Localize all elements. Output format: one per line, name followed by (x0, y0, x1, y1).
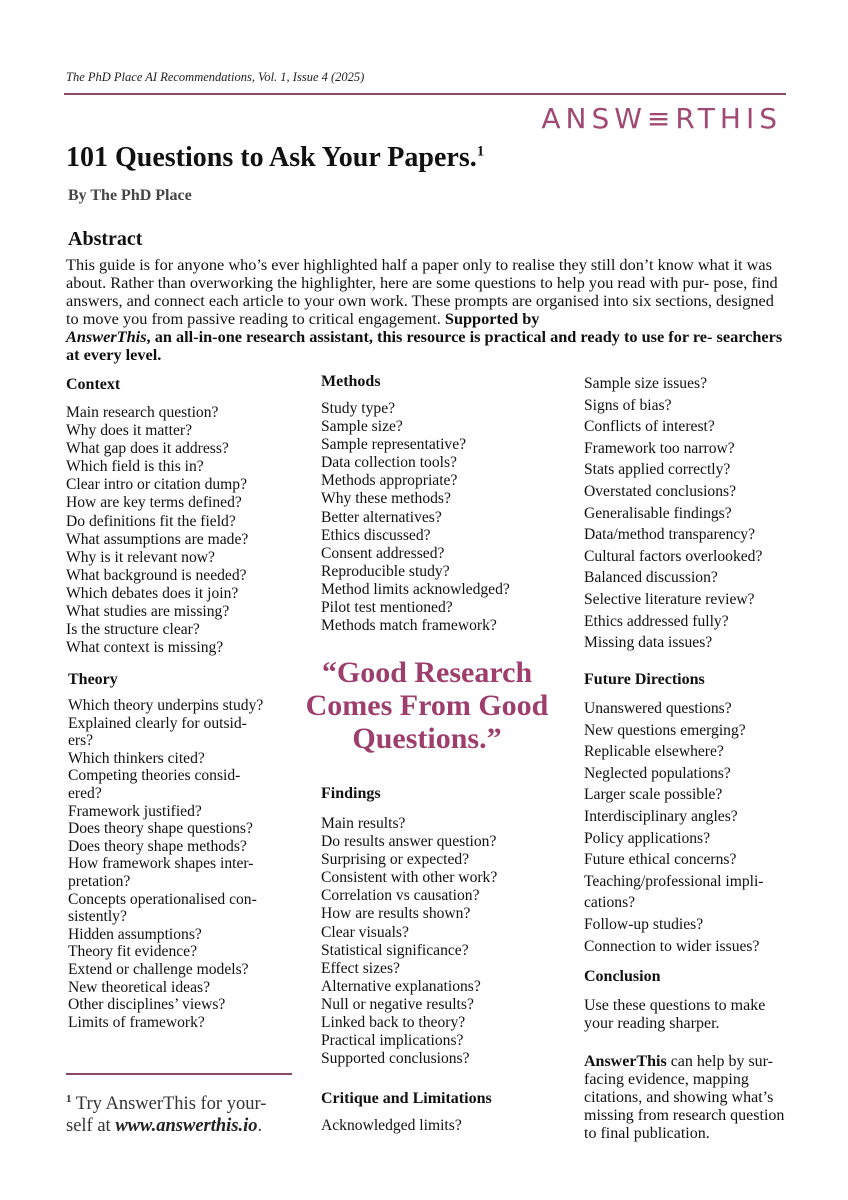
conclusion-brand-name: AnswerThis (584, 1053, 667, 1070)
question-item: Practical implications? (321, 1032, 464, 1050)
question-item: New theoretical ideas? (68, 978, 211, 996)
footnote-text: Try AnswerThis for your- self at (66, 1094, 267, 1137)
question-item: Method limits acknowledged? (321, 580, 510, 598)
question-item: Data/method transparency? (584, 526, 756, 544)
question-item: Reproducible study? (321, 562, 450, 580)
question-item: Limits of framework? (68, 1013, 205, 1031)
question-item: Study type? (321, 400, 396, 417)
question-item: Which debates does it join? (66, 584, 239, 602)
question-item: Future ethical concerns? (584, 851, 737, 869)
question-item: What gap does it address? (66, 440, 229, 458)
question-item: Concepts operationalised con- (68, 890, 257, 908)
future-heading: Future Directions (584, 671, 705, 688)
question-item: Follow-up studies? (584, 915, 704, 933)
question-item: Hidden assumptions? (68, 925, 202, 943)
question-item: What background is needed? (66, 566, 247, 584)
footnote (66, 1088, 292, 1137)
question-item: Why does it matter? (66, 422, 193, 440)
question-item: ered? (68, 784, 102, 802)
context-question-list (66, 404, 296, 657)
question-item: Statistical significance? (321, 941, 469, 959)
question-item: ers? (68, 732, 94, 750)
question-item: Explained clearly for outsid- (68, 714, 247, 732)
question-item: Consent addressed? (321, 544, 445, 562)
abstract-paragraph (66, 256, 788, 364)
question-item: How framework shapes inter- (68, 855, 254, 873)
abstract-brand-name: AnswerThis (66, 327, 147, 346)
question-item: Clear visuals? (321, 923, 409, 941)
question-item: Main results? (321, 815, 406, 832)
theory-heading: Theory (68, 671, 118, 688)
context-heading: Context (66, 376, 121, 393)
critique-question-list-continued (584, 373, 794, 654)
question-item: Null or negative results? (321, 995, 474, 1013)
question-item: Does theory shape questions? (68, 820, 253, 838)
question-item: Acknowledged limits? (321, 1117, 462, 1134)
abstract-heading: Abstract (68, 228, 143, 250)
question-item: Selective literature review? (584, 590, 755, 608)
question-item: Do results answer question? (321, 833, 497, 851)
journal-citation: The PhD Place AI Recommendations, Vol. 1, Issue 4 (2025) (66, 70, 365, 84)
abstract-support-lead: Supported by (444, 309, 540, 328)
question-item: Theory fit evidence? (68, 943, 198, 961)
critique-heading: Critique and Limitations (321, 1090, 492, 1107)
question-item: Do definitions fit the field? (66, 512, 236, 530)
question-item: Main research question? (66, 404, 219, 421)
question-item: Why is it relevant now? (66, 548, 215, 566)
question-item: Supported conclusions? (321, 1050, 470, 1068)
footnote-end: . (257, 1116, 263, 1137)
question-item: How are results shown? (321, 905, 471, 923)
question-item: Cultural factors overlooked? (584, 547, 763, 565)
methods-question-list (321, 400, 561, 635)
question-item: Replicable elsewhere? (584, 743, 724, 761)
question-item: Connection to wider issues? (584, 937, 760, 955)
title-footnote-marker: 1 (476, 143, 485, 160)
question-item: Other disciplines’ views? (68, 996, 226, 1014)
conclusion-brand-paragraph (584, 1053, 788, 1143)
question-item: Teaching/professional impli- (584, 872, 764, 890)
byline: By The PhD Place (68, 187, 192, 204)
question-item: Sample size issues? (584, 375, 707, 392)
question-item: sistently? (68, 908, 127, 926)
question-item: What context is missing? (66, 639, 224, 657)
footnote-divider (66, 1073, 292, 1075)
question-item: Framework justified? (68, 802, 202, 820)
question-item: Data collection tools? (321, 454, 457, 472)
question-item: Overstated conclusions? (584, 482, 736, 500)
question-item: Conflicts of interest? (584, 418, 715, 436)
footnote-marker: 1 (66, 1093, 72, 1105)
conclusion-text: Use these questions to make your reading sharper. (584, 997, 766, 1032)
question-item: Sample size? (321, 418, 403, 436)
question-item: Which theory underpins study? (68, 697, 264, 714)
title-text: 101 Questions to Ask Your Papers. (66, 142, 477, 173)
question-item: What studies are missing? (66, 603, 230, 621)
question-item: Effect sizes? (321, 959, 400, 977)
question-item: Does theory shape methods? (68, 837, 247, 855)
question-item: Balanced discussion? (584, 569, 718, 587)
question-item: Framework too narrow? (584, 439, 735, 457)
theory-question-list (68, 697, 294, 1031)
question-item: Neglected populations? (584, 764, 731, 782)
question-item: Correlation vs causation? (321, 887, 480, 905)
question-item: Competing theories consid- (68, 767, 241, 785)
question-item: Clear intro or citation dump? (66, 476, 248, 494)
abstract-text: This guide is for anyone who’s ever highlighted half a paper only to realise they still don’t know what it was about. Rather than overworking the highlighter, here are some questions to help you read with pur- pose, find answers, and connect each article to your own work. These prompts are organised into six sections, designed to move you from passive reading to critical engagement. (66, 255, 778, 328)
question-item: Missing data issues? (584, 634, 713, 652)
future-question-list (584, 698, 794, 957)
pull-quote: “Good Research Comes From Good Questions.” (305, 656, 549, 755)
question-item: Methods match framework? (321, 617, 497, 635)
question-item: Ethics addressed fully? (584, 612, 729, 630)
question-item: Surprising or expected? (321, 851, 470, 869)
question-item: How are key terms defined? (66, 494, 242, 512)
question-item: Pilot test mentioned? (321, 599, 453, 617)
question-item: Interdisciplinary angles? (584, 807, 738, 825)
header-divider (64, 93, 786, 95)
question-item: Ethics discussed? (321, 526, 431, 544)
question-item: Larger scale possible? (584, 786, 723, 804)
question-item: Consistent with other work? (321, 869, 498, 887)
question-item: cations? (584, 894, 636, 912)
question-item: pretation? (68, 872, 131, 890)
methods-heading: Methods (321, 373, 381, 390)
question-item: Policy applications? (584, 829, 711, 847)
question-item: Which field is this in? (66, 458, 204, 476)
question-item: Stats applied correctly? (584, 461, 731, 479)
page-title (66, 142, 484, 174)
question-item: Better alternatives? (321, 508, 442, 526)
question-item: Is the structure clear? (66, 621, 200, 639)
footnote-url-link[interactable]: www.answerthis.io (115, 1116, 258, 1137)
question-item: Methods appropriate? (321, 472, 458, 490)
question-item: Alternative explanations? (321, 977, 481, 995)
question-item: Generalisable findings? (584, 504, 732, 522)
question-item: Linked back to theory? (321, 1014, 466, 1032)
findings-question-list (321, 815, 561, 1068)
question-item: Why these methods? (321, 490, 451, 508)
conclusion-heading: Conclusion (584, 968, 661, 985)
question-item: Which thinkers cited? (68, 749, 205, 767)
critique-question-list-start (321, 1117, 561, 1135)
findings-heading: Findings (321, 785, 381, 802)
question-item: Extend or challenge models? (68, 960, 249, 978)
brand-logo: ANSW≡RTHIS (541, 102, 782, 135)
question-item: New questions emerging? (584, 721, 746, 739)
question-item: Signs of bias? (584, 396, 672, 414)
question-item: Unanswered questions? (584, 700, 732, 717)
question-item: Sample representative? (321, 436, 467, 454)
abstract-support-rest: , an all-in-one research assistant, this resource is practical and ready to use for re- searchers at every level. (66, 327, 783, 364)
question-item: What assumptions are made? (66, 530, 249, 548)
conclusion-brand-text: can help by sur- facing evidence, mapping citations, and showing what’s missing from research question to final publication. (584, 1053, 785, 1142)
